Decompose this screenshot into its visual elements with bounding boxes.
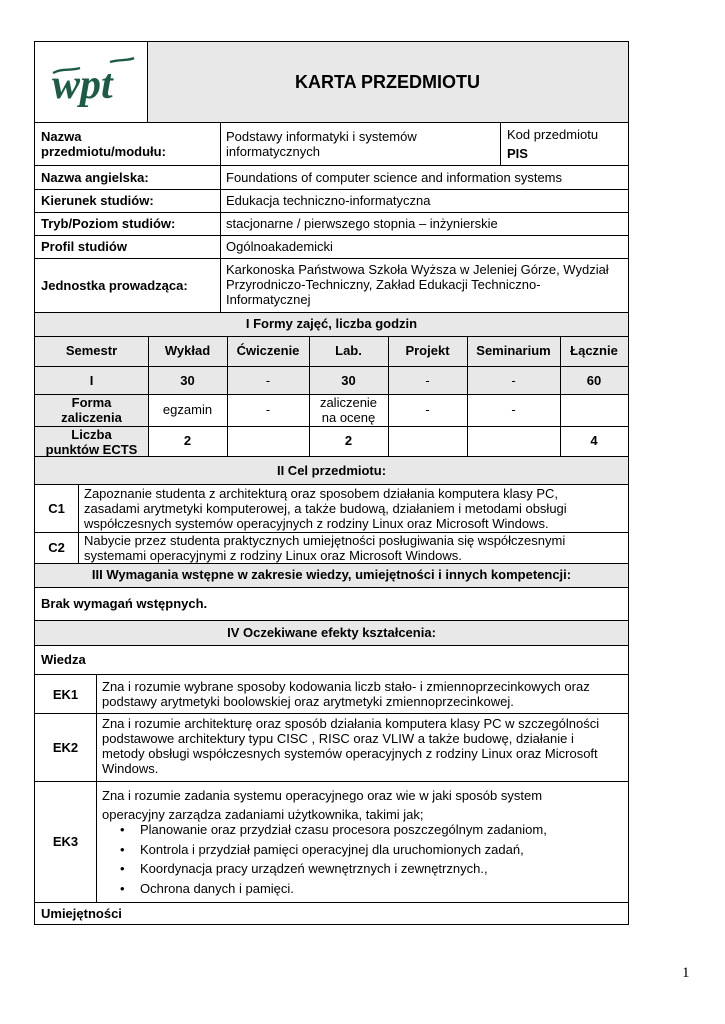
ek1-code: EK1: [52, 687, 79, 702]
goal-c2-code: C2: [48, 540, 65, 555]
page-title: KARTA PRZEDMIOTU: [295, 72, 480, 92]
ek2-code: EK2: [52, 740, 79, 755]
wpt-logo: [50, 54, 136, 110]
col-header-seminar: Seminarium: [476, 343, 551, 358]
list-item: • Kontrola i przydział pamięci operacyjnej dla uruchomionych zadań,: [116, 840, 626, 860]
direction-value: Edukacja techniczno-informatyczna: [226, 193, 431, 208]
credit-exercise: -: [265, 402, 271, 417]
ek3-code: EK3: [52, 834, 79, 849]
credit-label: Forma zaliczenia: [61, 395, 122, 425]
ek1-text: Zna i rozumie wybrane sposoby kodowania liczb stało- i zmiennoprzecinkowych oraz podstawy arytmetyki boolowskiej oraz arytmetyki zmiennoprzecinkowej.: [102, 679, 590, 709]
unit-label: Jednostka prowadząca:: [41, 278, 188, 293]
profile-label: Profil studiów: [41, 239, 127, 254]
code-label: Kod przedmiotu: [507, 127, 599, 142]
forms-section-title: I Formy zajęć, liczba godzin: [245, 316, 418, 331]
ects-total: 4: [590, 433, 598, 448]
outcomes-section-title: IV Oczekiwane efekty kształcenia:: [227, 625, 436, 640]
ects-label: Liczba punktów ECTS: [45, 427, 138, 457]
credit-lecture: egzamin: [162, 402, 213, 417]
name-label: Nazwa przedmiotu/modułu:: [41, 129, 166, 159]
mode-label: Tryb/Poziom studiów:: [41, 216, 176, 231]
list-item: • Koordynacja pracy urządzeń wewnętrznych i zewnętrznych.,: [116, 859, 626, 879]
list-item: • Planowanie oraz przydział czasu procesora poszczególnym zadaniom,: [116, 820, 626, 840]
semester-cell: I: [89, 373, 94, 388]
page-number: 1: [682, 965, 690, 981]
list-item: • Ochrona danych i pamięci.: [116, 879, 626, 899]
lecture-hours: 30: [180, 373, 195, 388]
skills-label: Umiejętności: [41, 906, 122, 921]
lab-hours: 30: [341, 373, 356, 388]
exercise-hours: -: [265, 373, 271, 388]
english-value: Foundations of computer science and information systems: [226, 170, 563, 185]
ek3-intro: Zna i rozumie zadania systemu operacyjnego oraz wie w jaki sposób system operacyjny zarządza zadaniami użytkownika, takimi jak;: [102, 788, 543, 822]
code-value: PIS: [507, 146, 528, 161]
goal-c1-text: Zapoznanie studenta z architekturą oraz sposobem działania komputera klasy PC, zasadami arytmetyki komputerowej, a także budową, działaniem i metodami obsługi współczesnych systemów operacyjnych z rodziny Linux oraz Microsoft Windows.: [84, 486, 567, 531]
col-header-project: Projekt: [405, 343, 450, 358]
requirements-section-title: III Wymagania wstępne w zakresie wiedzy, umiejętności i innych kompetencji:: [91, 567, 572, 582]
knowledge-label: Wiedza: [41, 652, 86, 667]
col-header-semester: Semestr: [65, 343, 118, 358]
goal-c2-text: Nabycie przez studenta praktycznych umiejętności posługiwania się współczesnymi systemami operacyjnymi z rodziny Linux oraz Microsoft Windows.: [84, 533, 566, 563]
mode-value: stacjonarne / pierwszego stopnia – inżynierskie: [226, 216, 498, 231]
credit-lab: zaliczenie na ocenę: [319, 395, 378, 425]
col-header-lab: Lab.: [335, 343, 362, 358]
goal-c1-code: C1: [48, 501, 65, 516]
credit-project: -: [425, 402, 430, 417]
direction-label: Kierunek studiów:: [41, 193, 154, 208]
unit-value: Karkonoska Państwowa Szkoła Wyższa w Jeleniej Górze, Wydział Przyrodniczo-Techniczny, Zakład Edukacji Techniczno- Informatycznej: [226, 262, 609, 307]
col-header-total: Łącznie: [570, 343, 618, 358]
english-label: Nazwa angielska:: [41, 170, 149, 185]
ek2-text: Zna i rozumie architekturę oraz sposób działania komputera klasy PC w szczególności podstawowe architektury typu CISC , RISC oraz VLIW a także budowę, działanie i metody obsługi współczesnych systemów operacyjnych z rodziny Linux oraz Microsoft Windows.: [102, 716, 600, 776]
col-header-exercise: Ćwiczenie: [236, 343, 300, 358]
name-value: Podstawy informatyki i systemów informatycznych: [226, 129, 417, 159]
total-hours: 60: [586, 373, 602, 388]
project-hours: -: [425, 373, 430, 388]
col-header-lecture: Wykład: [164, 343, 211, 358]
profile-value: Ogólnoakademicki: [226, 239, 333, 254]
ek3-bullet-list: [116, 820, 626, 898]
svg-text:wpt: wpt: [52, 62, 113, 108]
ects-lecture: 2: [183, 433, 192, 448]
seminar-hours: -: [511, 373, 516, 388]
credit-seminar: -: [511, 402, 516, 417]
goals-section-title: II Cel przedmiotu:: [276, 463, 387, 478]
requirements-text: Brak wymagań wstępnych.: [41, 596, 208, 611]
ects-lab: 2: [344, 433, 353, 448]
